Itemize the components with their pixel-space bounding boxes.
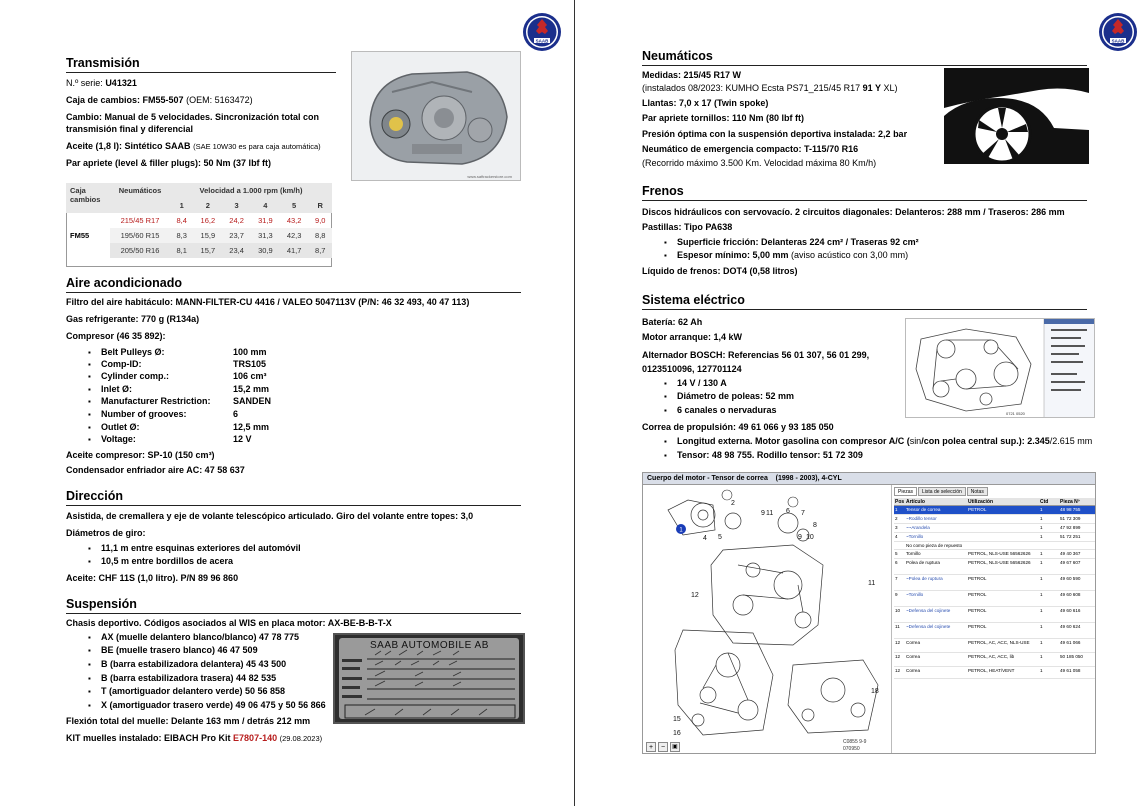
liquido-line: Líquido de frenos: DOT4 (0,58 litros) [642, 266, 798, 276]
spec-value: 100 mm [233, 347, 267, 357]
gearbox-image [351, 51, 521, 181]
table-cell: Tornillo [906, 551, 921, 556]
table-cell: 1 [1040, 576, 1043, 581]
serie-line: N.º serie: U41321 [66, 78, 137, 88]
svg-text:4: 4 [703, 535, 707, 542]
svg-text:1: 1 [679, 527, 683, 534]
svg-text:7: 7 [801, 510, 805, 517]
svg-text:18: 18 [871, 688, 879, 695]
table-row[interactable] [894, 653, 1096, 667]
table-cell [894, 543, 906, 549]
table-cell [968, 534, 1040, 541]
gear-4: 4 [263, 201, 268, 210]
table-cell: 12 [895, 668, 901, 673]
table-cell: ~~Arandela [906, 525, 930, 530]
svg-text:11: 11 [868, 580, 876, 587]
neumaticos-heading: Neumáticos [642, 49, 1087, 66]
diametros-line: Diámetros de giro: [66, 528, 146, 538]
cambio-line-1: Cambio: Manual de 5 velocidades. Sincronización total con [66, 112, 320, 122]
flexion-line: Flexión total del muelle: Delante 163 mm / detrás 212 mm [66, 716, 311, 726]
spec-value: 12,5 mm [233, 422, 270, 432]
table-cell: 1 [1040, 654, 1043, 659]
table-row[interactable] [894, 542, 1096, 550]
svg-text:15: 15 [673, 716, 681, 723]
chasis-line: Chasis deportivo. Códigos asociados al WIS en placa motor: AX-BE-B-B-T-X [66, 618, 392, 628]
table-cell: PETROL, AC, ACC, lib [968, 654, 1015, 659]
table-cell: 1 [895, 507, 898, 512]
table-cell: PETROL [968, 624, 987, 629]
diagram-code: C0855 9-9 [843, 739, 867, 745]
col-utilizacion: Utilización [968, 499, 994, 505]
col-ctd: Ctd [1040, 499, 1049, 505]
svg-text:12: 12 [691, 592, 699, 599]
col-pieza: Pieza Nº [1060, 499, 1080, 505]
spec-value: TRS105 [233, 359, 267, 369]
table-row[interactable] [894, 623, 1096, 639]
table-cell: PETROL, NLS-USE 56562626 [968, 551, 1031, 556]
table-row[interactable] [894, 550, 1096, 559]
spec-value: 106 cm³ [233, 371, 267, 381]
wis-window [642, 472, 1096, 754]
par-line: Par apriete (level & filler plugs): 50 Nm (37 lbf ft) [66, 158, 272, 168]
condensador-line: Condensador enfriador aire AC: 47 58 637 [66, 465, 245, 475]
table-cell: PETROL, HEAT/VENT [968, 668, 1015, 673]
right-page [576, 0, 1148, 806]
spec-value: 15,2 mm [233, 384, 270, 394]
spec-key: ▪ Voltage: [101, 434, 136, 445]
wis-diagram-pane [643, 485, 889, 754]
direccion-aceite: Aceite: CHF 11S (1,0 litro). P/N 89 96 860 [66, 573, 239, 583]
table-cell: PETROL [968, 576, 987, 581]
table-cell: 49 60 608 [1060, 592, 1081, 597]
tab-piezas[interactable]: Piezas [894, 487, 917, 496]
motor-line: Motor arranque: 1,4 kW [642, 332, 743, 342]
table-row [66, 213, 332, 228]
value-cell: 16,2 [200, 216, 216, 225]
alt-item: ▪ 6 canales o nervaduras [677, 405, 777, 416]
spec-value: SANDEN [233, 396, 272, 406]
suspension-item: ▪ AX (muelle delantero blanco/blanco) 47 78 775 [101, 632, 299, 643]
table-cell: ~Defensa del cojinete [906, 624, 951, 629]
wis-parts-pane [891, 485, 1096, 754]
par-tornillos-line: Par apriete tornillos: 110 Nm (80 lbf ft) [642, 113, 805, 123]
table-cell: 1 [1040, 608, 1043, 613]
table-cell: ~Rodillo tensor [906, 516, 937, 521]
suspension-item: ▪ T (amortiguador delantero verde) 50 56 858 [101, 686, 285, 697]
value-cell: 9,0 [315, 216, 326, 225]
engine-plate-image [333, 633, 525, 724]
wis-title: Cuerpo del motor - Tensor de correa (1998 - 2003), 4-CYL [643, 473, 1096, 485]
value-cell: 8,8 [315, 231, 326, 240]
gear-5: 5 [292, 201, 297, 210]
table-cell [1060, 543, 1096, 549]
correa-line: Correa de propulsión: 49 61 066 y 93 185 050 [642, 422, 834, 432]
table-row[interactable] [894, 506, 1096, 515]
svg-text:16: 16 [673, 730, 681, 737]
table-cell: 6 [895, 560, 898, 565]
compresor-line: Compresor (46 35 892): [66, 331, 166, 341]
spec-key: ▪ Outlet Ø: [101, 422, 140, 433]
suspension-item: ▪ BE (muelle trasero blanco) 46 47 509 [101, 645, 258, 656]
print-icon[interactable]: ▣ [670, 742, 680, 752]
value-cell: 41,7 [286, 246, 302, 255]
table-row[interactable] [894, 667, 1096, 679]
value-cell: 31,9 [258, 216, 273, 225]
table-cell: 1 [1040, 640, 1043, 645]
table-cell: Tensor de correa [906, 507, 941, 512]
table-row[interactable] [894, 524, 1096, 533]
gear-r: R [317, 201, 323, 210]
speed-table [66, 183, 332, 258]
tyre-cell: 215/45 R17 [120, 216, 160, 225]
transmision-heading: Transmisión [66, 56, 336, 73]
svg-text:11: 11 [766, 510, 774, 517]
gear-2: 2 [205, 201, 210, 210]
caja-line: Caja de cambios: FM55-507 (OEM: 5163472) [66, 95, 253, 105]
belt-diagram-image [905, 318, 1095, 418]
table-cell [1040, 543, 1060, 549]
cambio-line-2: transmisión final y diferencial [66, 124, 194, 134]
table-cell: 11 [895, 624, 900, 629]
table-cell: Correa [906, 668, 921, 673]
direccion-desc: Asistida, de cremallera y eje de volante telescópico articulado. Giro del volante entre topes: 3,0 [66, 511, 474, 521]
electrico-heading: Sistema eléctrico [642, 293, 1087, 310]
suspension-item: ▪ B (barra estabilizadora delantera) 45 43 500 [101, 659, 286, 670]
table-cell [968, 516, 1040, 523]
table-cell: 2 [895, 516, 898, 521]
recorrido-line: (Recorrido máximo 3.500 Km. Velocidad máxima 80 Km/h) [642, 158, 877, 168]
alternador-line-2: 0123510096, 127701124 [642, 364, 742, 374]
table-cell: PETROL [968, 608, 987, 613]
spec-key: ▪ Belt Pulleys Ø: [101, 347, 165, 358]
table-cell: 49 61 066 [1060, 640, 1081, 645]
caja-cell: FM55 [70, 231, 90, 240]
table-cell: ~Tornillo [906, 592, 924, 597]
table-cell: 47 92 899 [1060, 525, 1081, 530]
saab-logo-icon [1098, 12, 1138, 52]
spec-key: ▪ Manufacturer Restriction: [101, 396, 211, 407]
saab-logo-icon [522, 12, 562, 52]
discos-line: Discos hidráulicos con servovacío. 2 circuitos diagonales: Delanteros: 288 mm / Traseros: 286 mm [642, 207, 1065, 217]
svg-text:8: 8 [813, 522, 817, 529]
table-cell: ~Tornillo [906, 534, 924, 539]
parts-table [894, 498, 1096, 679]
table-row[interactable] [894, 515, 1096, 524]
table-cell: 49 61 058 [1060, 668, 1081, 673]
freno-item: ▪ Superficie fricción: Delanteras 224 cm² / Traseras 92 cm² [677, 237, 919, 248]
llantas-line: Llantas: 7,0 x 17 (Twin spoke) [642, 98, 769, 108]
svg-text:SAAB: SAAB [535, 38, 549, 44]
tab-notas[interactable]: Notas [967, 487, 988, 496]
table-cell: ~Defensa del cojinete [906, 608, 951, 613]
svg-text:9: 9 [798, 534, 802, 541]
table-cell: 1 [1040, 507, 1043, 512]
suspension-item: ▪ B (barra estabilizadora trasera) 44 82 535 [101, 673, 276, 684]
table-row[interactable] [894, 591, 1096, 607]
table-cell: 1 [1040, 551, 1043, 556]
svg-text:10: 10 [806, 534, 814, 541]
wheel-image [944, 68, 1089, 164]
spec-key: ▪ Number of grooves: [101, 409, 187, 420]
svg-text:SAAB: SAAB [1111, 38, 1125, 44]
direccion-heading: Dirección [66, 489, 521, 506]
table-cell: 1 [1040, 516, 1043, 521]
svg-text:www.saftrackerstore.com: www.saftrackerstore.com [467, 174, 512, 179]
zoom-out-icon[interactable]: − [658, 742, 668, 752]
table-cell: 3 [895, 525, 898, 530]
value-cell: 23,4 [229, 246, 244, 255]
spec-key: ▪ Comp-ID: [101, 359, 142, 370]
table-cell: Correa [906, 654, 921, 659]
col-neumaticos: Neumáticos [118, 186, 162, 195]
aire-heading: Aire acondicionado [66, 276, 521, 293]
tab-lista[interactable]: Lista de selección [918, 487, 966, 496]
gear-1: 1 [179, 201, 184, 210]
table-row[interactable] [894, 607, 1096, 623]
value-cell: 8,4 [176, 216, 187, 225]
table-cell: 1 [1040, 560, 1043, 565]
zoom-in-icon[interactable]: + [646, 742, 656, 752]
alt-item: ▪ Diámetro de poleas: 52 mm [677, 391, 794, 402]
diametro-item: ▪ 11,1 m entre esquinas exteriores del automóvil [101, 543, 301, 554]
pastillas-line: Pastillas: Tipo PA638 [642, 222, 733, 232]
table-cell: 48 98 755 [1060, 507, 1081, 512]
bateria-line: Batería: 62 Ah [642, 317, 703, 327]
frenos-heading: Frenos [642, 184, 1087, 201]
espesor-item: ▪ Espesor mínimo: 5,00 mm (aviso acústico con 3,00 mm) [677, 250, 908, 261]
medidas-line: Medidas: 215/45 R17 W [642, 70, 742, 80]
table-cell: 7 [895, 576, 898, 581]
table-cell: 12 [895, 640, 901, 645]
table-cell: Correa [906, 640, 921, 645]
value-cell: 24,2 [229, 216, 244, 225]
aceite-compresor-line: Aceite compresor: SP-10 (150 cm³) [66, 450, 215, 460]
alt-item: ▪ 14 V / 130 A [677, 378, 727, 389]
table-row[interactable] [894, 559, 1096, 575]
col-velocidad: Velocidad a 1.000 rpm (km/h) [199, 186, 303, 195]
instalados-line: (instalados 08/2023: KUMHO Ecsta PS71_215/45 R17 91 Y XL) [642, 83, 898, 93]
spec-key: ▪ Cylinder comp.: [101, 371, 169, 382]
table-cell: 9 [895, 592, 898, 597]
col-pos: Pos [895, 499, 905, 505]
value-cell: 31,3 [258, 231, 273, 240]
table-cell: 1 [1040, 668, 1043, 673]
parts-header [894, 498, 1096, 506]
table-cell: 50 185 050 [1060, 654, 1083, 659]
emergencia-line: Neumático de emergencia compacto: T-115/70 R16 [642, 144, 859, 154]
tensor-item: ▪ Tensor: 48 98 755. Rodillo tensor: 51 72 309 [677, 450, 863, 461]
wis-tabs [894, 487, 988, 496]
value-cell: 8,7 [315, 246, 326, 255]
svg-text:2: 2 [731, 500, 735, 507]
diametro-item: ▪ 10,5 m entre bordillos de acera [101, 556, 233, 567]
table-cell: 51 72 251 [1060, 534, 1081, 539]
table-cell: 49 60 616 [1060, 608, 1081, 613]
svg-text:9: 9 [761, 510, 765, 517]
value-cell: 15,7 [200, 246, 216, 255]
tyre-cell: 195/60 R15 [120, 231, 160, 240]
table-cell [968, 525, 1040, 532]
table-cell: PETROL, AC, ACC, NLS-USE [968, 640, 1030, 645]
svg-text:0721 0520: 0721 0520 [1006, 411, 1025, 416]
gas-line: Gas refrigerante: 770 g (R134a) [66, 314, 200, 324]
table-cell [968, 543, 1040, 549]
col-articulo: Artículo [906, 499, 925, 505]
suspension-heading: Suspensión [66, 597, 521, 614]
svg-text:6: 6 [786, 508, 790, 515]
table-cell: 1 [1040, 534, 1043, 539]
table-cell: No como pieza de repuesto [906, 543, 963, 548]
value-cell: 8,1 [176, 246, 187, 255]
alternador-line-1: Alternador BOSCH: Referencias 56 01 307, 56 01 299, [642, 350, 870, 360]
table-cell: Polea de ruptura [906, 560, 940, 565]
gear-3: 3 [234, 201, 239, 210]
value-cell: 30,9 [258, 246, 273, 255]
tyre-cell: 205/50 R16 [120, 246, 160, 255]
table-cell: PETROL [968, 592, 987, 597]
presion-line: Presión óptima con la suspensión deportiva instalada: 2,2 bar [642, 129, 908, 139]
table-cell: 10 [895, 608, 901, 613]
table-cell: PETROL, NLS-USE 56562626 [968, 560, 1031, 565]
table-cell: 1 [1040, 592, 1043, 597]
diagram-date: 070950 [843, 746, 860, 752]
table-cell: 51 72 309 [1060, 516, 1081, 521]
table-row[interactable] [894, 575, 1096, 591]
table-row[interactable] [894, 639, 1096, 653]
value-cell: 42,3 [286, 231, 302, 240]
value-cell: 15,9 [200, 231, 216, 240]
table-cell: 12 [895, 654, 901, 659]
table-cell: 49 40 367 [1060, 551, 1081, 556]
aceite-line: Aceite (1,8 l): Sintético SAAB (SAE 10W30 es para caja automática) [66, 141, 321, 151]
value-cell: 43,2 [286, 216, 302, 225]
table-row[interactable] [894, 533, 1096, 542]
value-cell: 8,3 [176, 231, 187, 240]
value-cell: 23,7 [229, 231, 244, 240]
longitud-item: ▪ Longitud externa. Motor gasolina con compresor A/C (sin/con polea central sup.): 2.345/2.615 mm [677, 436, 1092, 447]
table-cell: 49 60 590 [1060, 576, 1081, 581]
table-cell: ~Polea de ruptura [906, 576, 943, 581]
spec-value: 12 V [233, 434, 252, 444]
plate-title: SAAB AUTOMOBILE AB [370, 640, 489, 651]
table-cell: 49 60 624 [1060, 624, 1081, 629]
kit-line: KIT muelles instalado: EIBACH Pro Kit E7807-140 (29.08.2023) [66, 733, 323, 743]
spec-value: 6 [233, 409, 239, 419]
spec-key: ▪ Inlet Ø: [101, 384, 132, 395]
filtro-line: Filtro del aire habitáculo: MANN-FILTER-CU 4416 / VALEO 5047113V (P/N: 46 32 493, 40 47 113) [66, 297, 470, 307]
table-cell: 4 [895, 534, 898, 539]
table-cell: 5 [895, 551, 898, 556]
col-caja: Caja cambios [70, 186, 101, 204]
table-cell: 1 [1040, 525, 1043, 530]
table-cell: 49 67 607 [1060, 560, 1081, 565]
svg-text:5: 5 [718, 534, 722, 541]
table-cell: 1 [1040, 624, 1043, 629]
table-cell: PETROL [968, 507, 987, 512]
suspension-item: ▪ X (amortiguador trasero verde) 49 06 475 y 50 56 866 [101, 700, 326, 711]
